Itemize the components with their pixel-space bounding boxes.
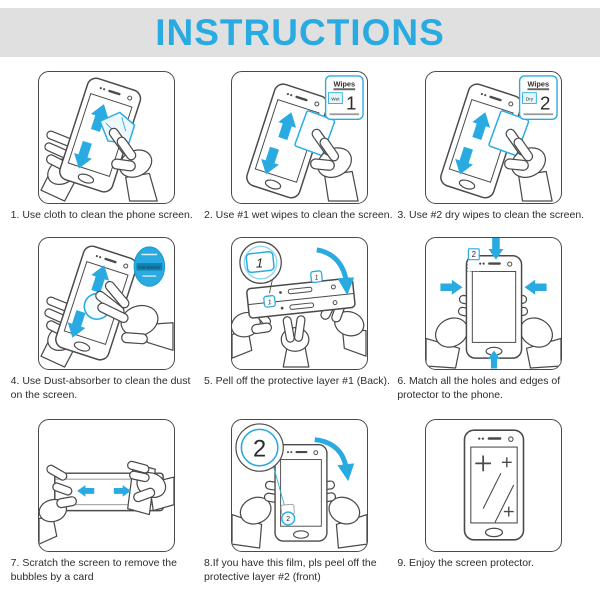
packet-title: Wipes [527, 79, 549, 89]
step-2-illustration [232, 72, 367, 203]
step-2-panel [231, 71, 368, 204]
step-9-panel [425, 419, 562, 552]
step-8 [203, 419, 396, 605]
film-tab-1-icon [264, 295, 276, 307]
step-1 [10, 71, 203, 237]
step-4 [10, 237, 203, 419]
right-hand-icon [311, 128, 359, 201]
step-6-panel [425, 237, 562, 370]
packet-type: Dry [525, 97, 533, 103]
step-6 [397, 237, 590, 419]
step-8-illustration [232, 420, 367, 551]
right-hand-icon [504, 128, 552, 201]
sticker-label: Dust-absorber [138, 265, 161, 270]
center-hand-icon [282, 315, 310, 367]
step-1-illustration [39, 72, 174, 203]
svg-text:2: 2 [286, 516, 291, 524]
packet-type: Wet [331, 97, 341, 103]
step-5-illustration [232, 238, 367, 369]
step-5-caption: 5. Pell off the protective layer #1 (Back). [203, 375, 390, 387]
svg-text:2: 2 [471, 250, 476, 260]
dust-absorber-sticker-icon [134, 247, 165, 286]
step-8-caption: 8.If you have this film, pls peel off the protective layer #2 (front) [203, 557, 377, 583]
step-2 [203, 71, 396, 237]
right-arrow-icon [440, 280, 462, 295]
right-hand-icon [108, 127, 158, 201]
steps-grid [0, 71, 600, 605]
step-1-panel [38, 71, 175, 204]
packet-number: 2 [539, 92, 551, 114]
packet-title: Wipes [333, 79, 356, 89]
step-7-caption: 7. Scratch the screen to remove the bubbles by a card [10, 557, 177, 583]
step-5 [203, 237, 396, 419]
step-4-caption: 4. Use Dust-absorber to clean the dust on the screen. [10, 375, 191, 401]
step-3-caption: 3. Use #2 dry wipes to clean the screen. [397, 209, 585, 221]
step-6-illustration [426, 238, 561, 369]
left-arrow-icon [524, 280, 546, 295]
film-tab-1-icon [311, 271, 323, 283]
step-2-caption: 2. Use #1 wet wipes to clean the screen. [203, 209, 393, 221]
phone-icon [464, 430, 523, 540]
step-9-caption: 9. Enjoy the screen protector. [397, 557, 534, 569]
magnifier-number: 1 [256, 255, 264, 271]
step-3-panel [425, 71, 562, 204]
film-tab-2-icon [281, 504, 295, 525]
step-3-illustration [426, 72, 561, 203]
step-9-illustration [426, 420, 561, 551]
step-4-panel [38, 237, 175, 370]
wipes-packet-icon [519, 76, 556, 119]
magnifier-2-icon [236, 424, 283, 471]
step-7 [10, 419, 203, 605]
page-title: INSTRUCTIONS [155, 11, 445, 53]
step-5-panel [231, 237, 368, 370]
step-4-illustration [39, 238, 174, 369]
header-banner [0, 8, 600, 57]
svg-text:1: 1 [314, 274, 320, 282]
svg-text:1: 1 [267, 299, 273, 307]
magnifier-number: 2 [253, 436, 267, 463]
step-9 [397, 419, 590, 605]
step-7-illustration [39, 420, 174, 551]
step-1-caption: 1. Use cloth to clean the phone screen. [10, 209, 193, 221]
step-3 [397, 71, 590, 237]
packet-number: 1 [346, 92, 357, 114]
wipes-packet-icon [326, 76, 363, 119]
step-8-panel [231, 419, 368, 552]
step-7-panel [38, 419, 175, 552]
step-6-caption: 6. Match all the holes and edges of protector to the phone. [397, 375, 561, 401]
phone-icon [276, 445, 328, 541]
